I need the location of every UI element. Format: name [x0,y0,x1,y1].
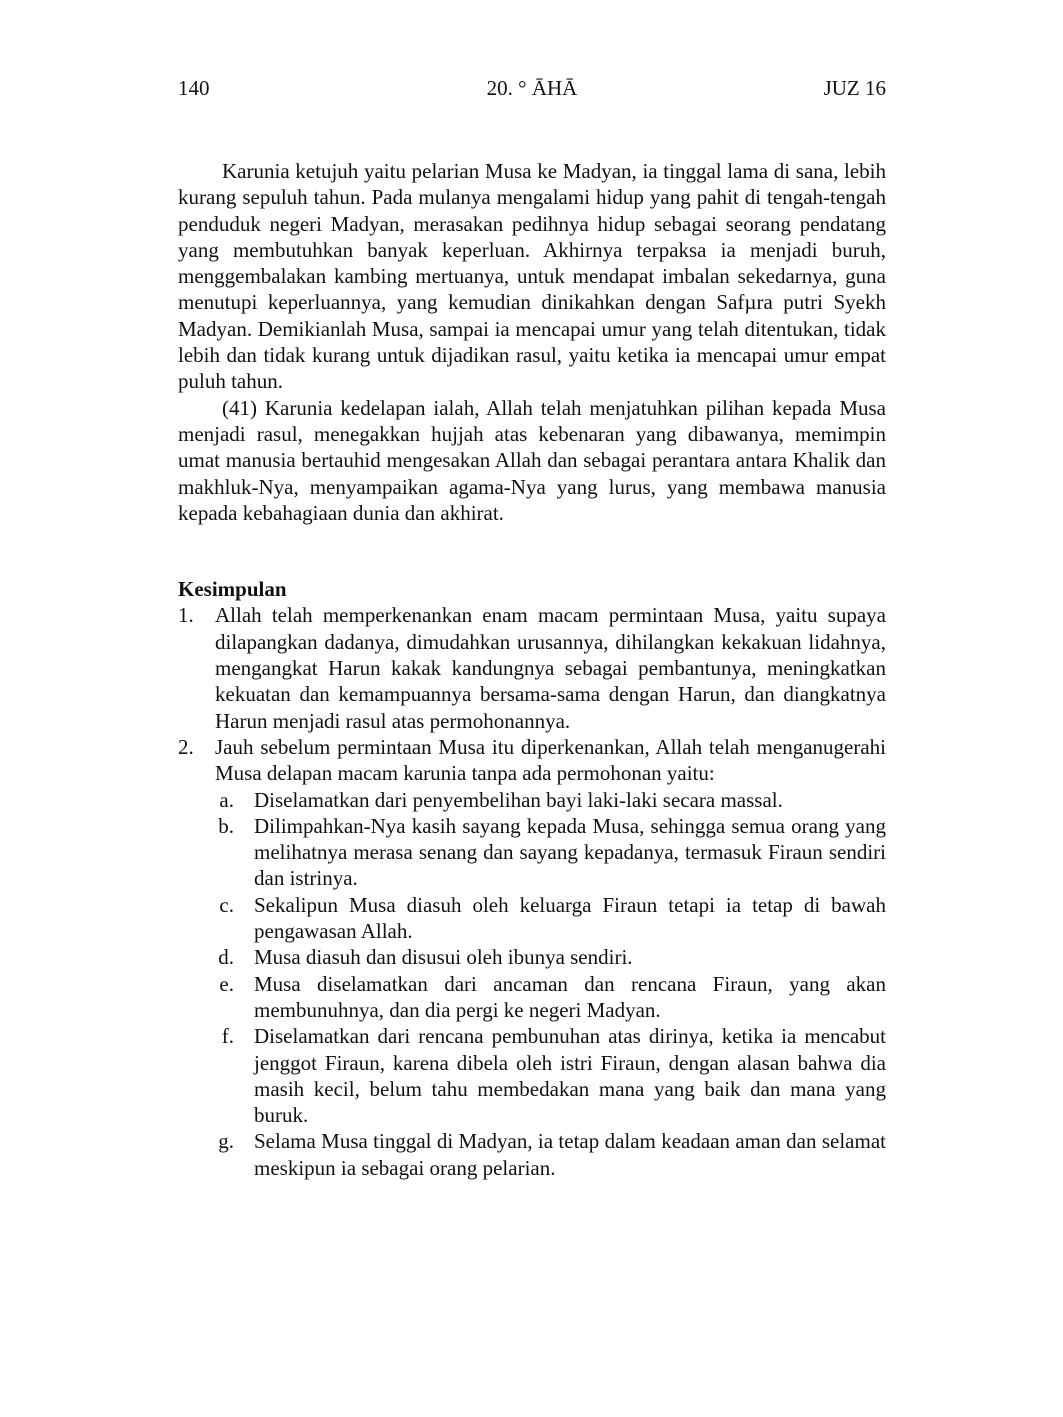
list-marker: a. [219,787,234,812]
karunia-subitem-c [178,892,886,945]
karunia-subitem-d [178,944,886,970]
conclusion-list [178,602,886,786]
book-page [178,72,886,1181]
list-marker: b. [218,813,234,838]
body-text [178,158,886,1181]
karunia-sublist [178,787,886,1181]
karunia-subitem-text: Selama Musa tinggal di Madyan, ia tetap dalam keadaan aman dan selamat meskipun ia sebagai orang pelarian. [254,1129,886,1180]
list-marker: d. [218,945,234,970]
karunia-subitem-g [178,1128,886,1181]
page-number: 140 [178,76,210,100]
conclusion-item-text: Allah telah memperkenankan enam macam permintaan Musa, yaitu supaya dilapangkan dadanya, dimudahkan urusannya, dihilangkan kekakuan lidahnya, mengangkat Harun kakak kandungnya sebagai pembantunya, meningkatkan kekuatan dan kemampuannya bersama-sama dengan Harun, dan diangkatnya Harun menjadi rasul atas permohonannya. [215,603,886,733]
list-marker: f. [221,1024,234,1049]
karunia-subitem-b [178,813,886,892]
juz-label: JUZ 16 [823,76,886,100]
section-heading-kesimpulan: Kesimpulan [178,577,287,602]
surah-title: 20. ° ĀHĀ [486,76,578,100]
conclusion-item-1 [178,602,886,733]
karunia-subitem-a [178,787,886,813]
list-marker: 1. [178,603,194,628]
karunia-subitem-e [178,971,886,1024]
list-marker: c. [219,892,234,917]
paragraph-karunia-ketujuh: Karunia ketujuh yaitu pelarian Musa ke Madyan, ia tinggal lama di sana, lebih kurang sepuluh tahun. Pada mulanya mengalami hidup yang pahit di tengah-tengah penduduk negeri Madyan, merasakan pedihnya hidup sebagai seorang pendatang yang membutuhkan banyak keperluan. Akhirnya terpaksa ia menjadi buruh, menggembalakan kambing mertuanya, untuk mendapat imbalan sekedarnya, guna menutupi keperluannya, yang kemudian dinikahkan dengan Safµra putri Syekh Madyan. Demikianlah Musa, sampai ia mencapai umur yang telah ditentukan, tidak lebih dan tidak kurang untuk dijadikan rasul, yaitu ketika ia mencapai umur empat puluh tahun. [178,159,886,394]
paragraph-karunia-kedelapan: (41) Karunia kedelapan ialah, Allah telah menjatuhkan pilihan kepada Musa menjadi rasul, menegakkan hujjah atas kebenaran yang dibawanya, memimpin umat manusia bertauhid mengesakan Allah dan sebagai perantara antara Khalik dan makhluk-Nya, menyampaikan agama-Nya yang lurus, yang membawa manusia kepada kebahagiaan dunia dan akhirat. [178,395,886,525]
running-header [178,72,886,104]
list-marker: 2. [178,734,194,759]
conclusion-item-2 [178,734,886,787]
karunia-subitem-text: Diselamatkan dari penyembelihan bayi laki-laki secara massal. [254,787,783,812]
list-marker: e. [219,971,234,996]
karunia-subitem-f [178,1023,886,1128]
karunia-subitem-text: Dilimpahkan-Nya kasih sayang kepada Musa, sehingga semua orang yang melihatnya merasa senang dan sayang kepadanya, termasuk Firaun sendiri dan istrinya. [254,813,886,891]
karunia-subitem-text: Musa diselamatkan dari ancaman dan rencana Firaun, yang akan membunuhnya, dan dia pergi ke negeri Madyan. [254,971,886,1022]
list-marker: g. [218,1129,234,1154]
karunia-subitem-text: Musa diasuh dan disusui oleh ibunya sendiri. [254,945,633,970]
conclusion-item-text: Jauh sebelum permintaan Musa itu diperkenankan, Allah telah menganugerahi Musa delapan macam karunia tanpa ada permohonan yaitu: [215,734,886,786]
karunia-subitem-text: Sekalipun Musa diasuh oleh keluarga Firaun tetapi ia tetap di bawah pengawasan Allah. [254,892,886,944]
karunia-subitem-text: Diselamatkan dari rencana pembunuhan atas dirinya, ketika ia mencabut jenggot Firaun, karena dibela oleh istri Firaun, dengan alasan bahwa dia masih kecil, belum tahu membedakan mana yang baik dan mana yang buruk. [254,1024,886,1128]
